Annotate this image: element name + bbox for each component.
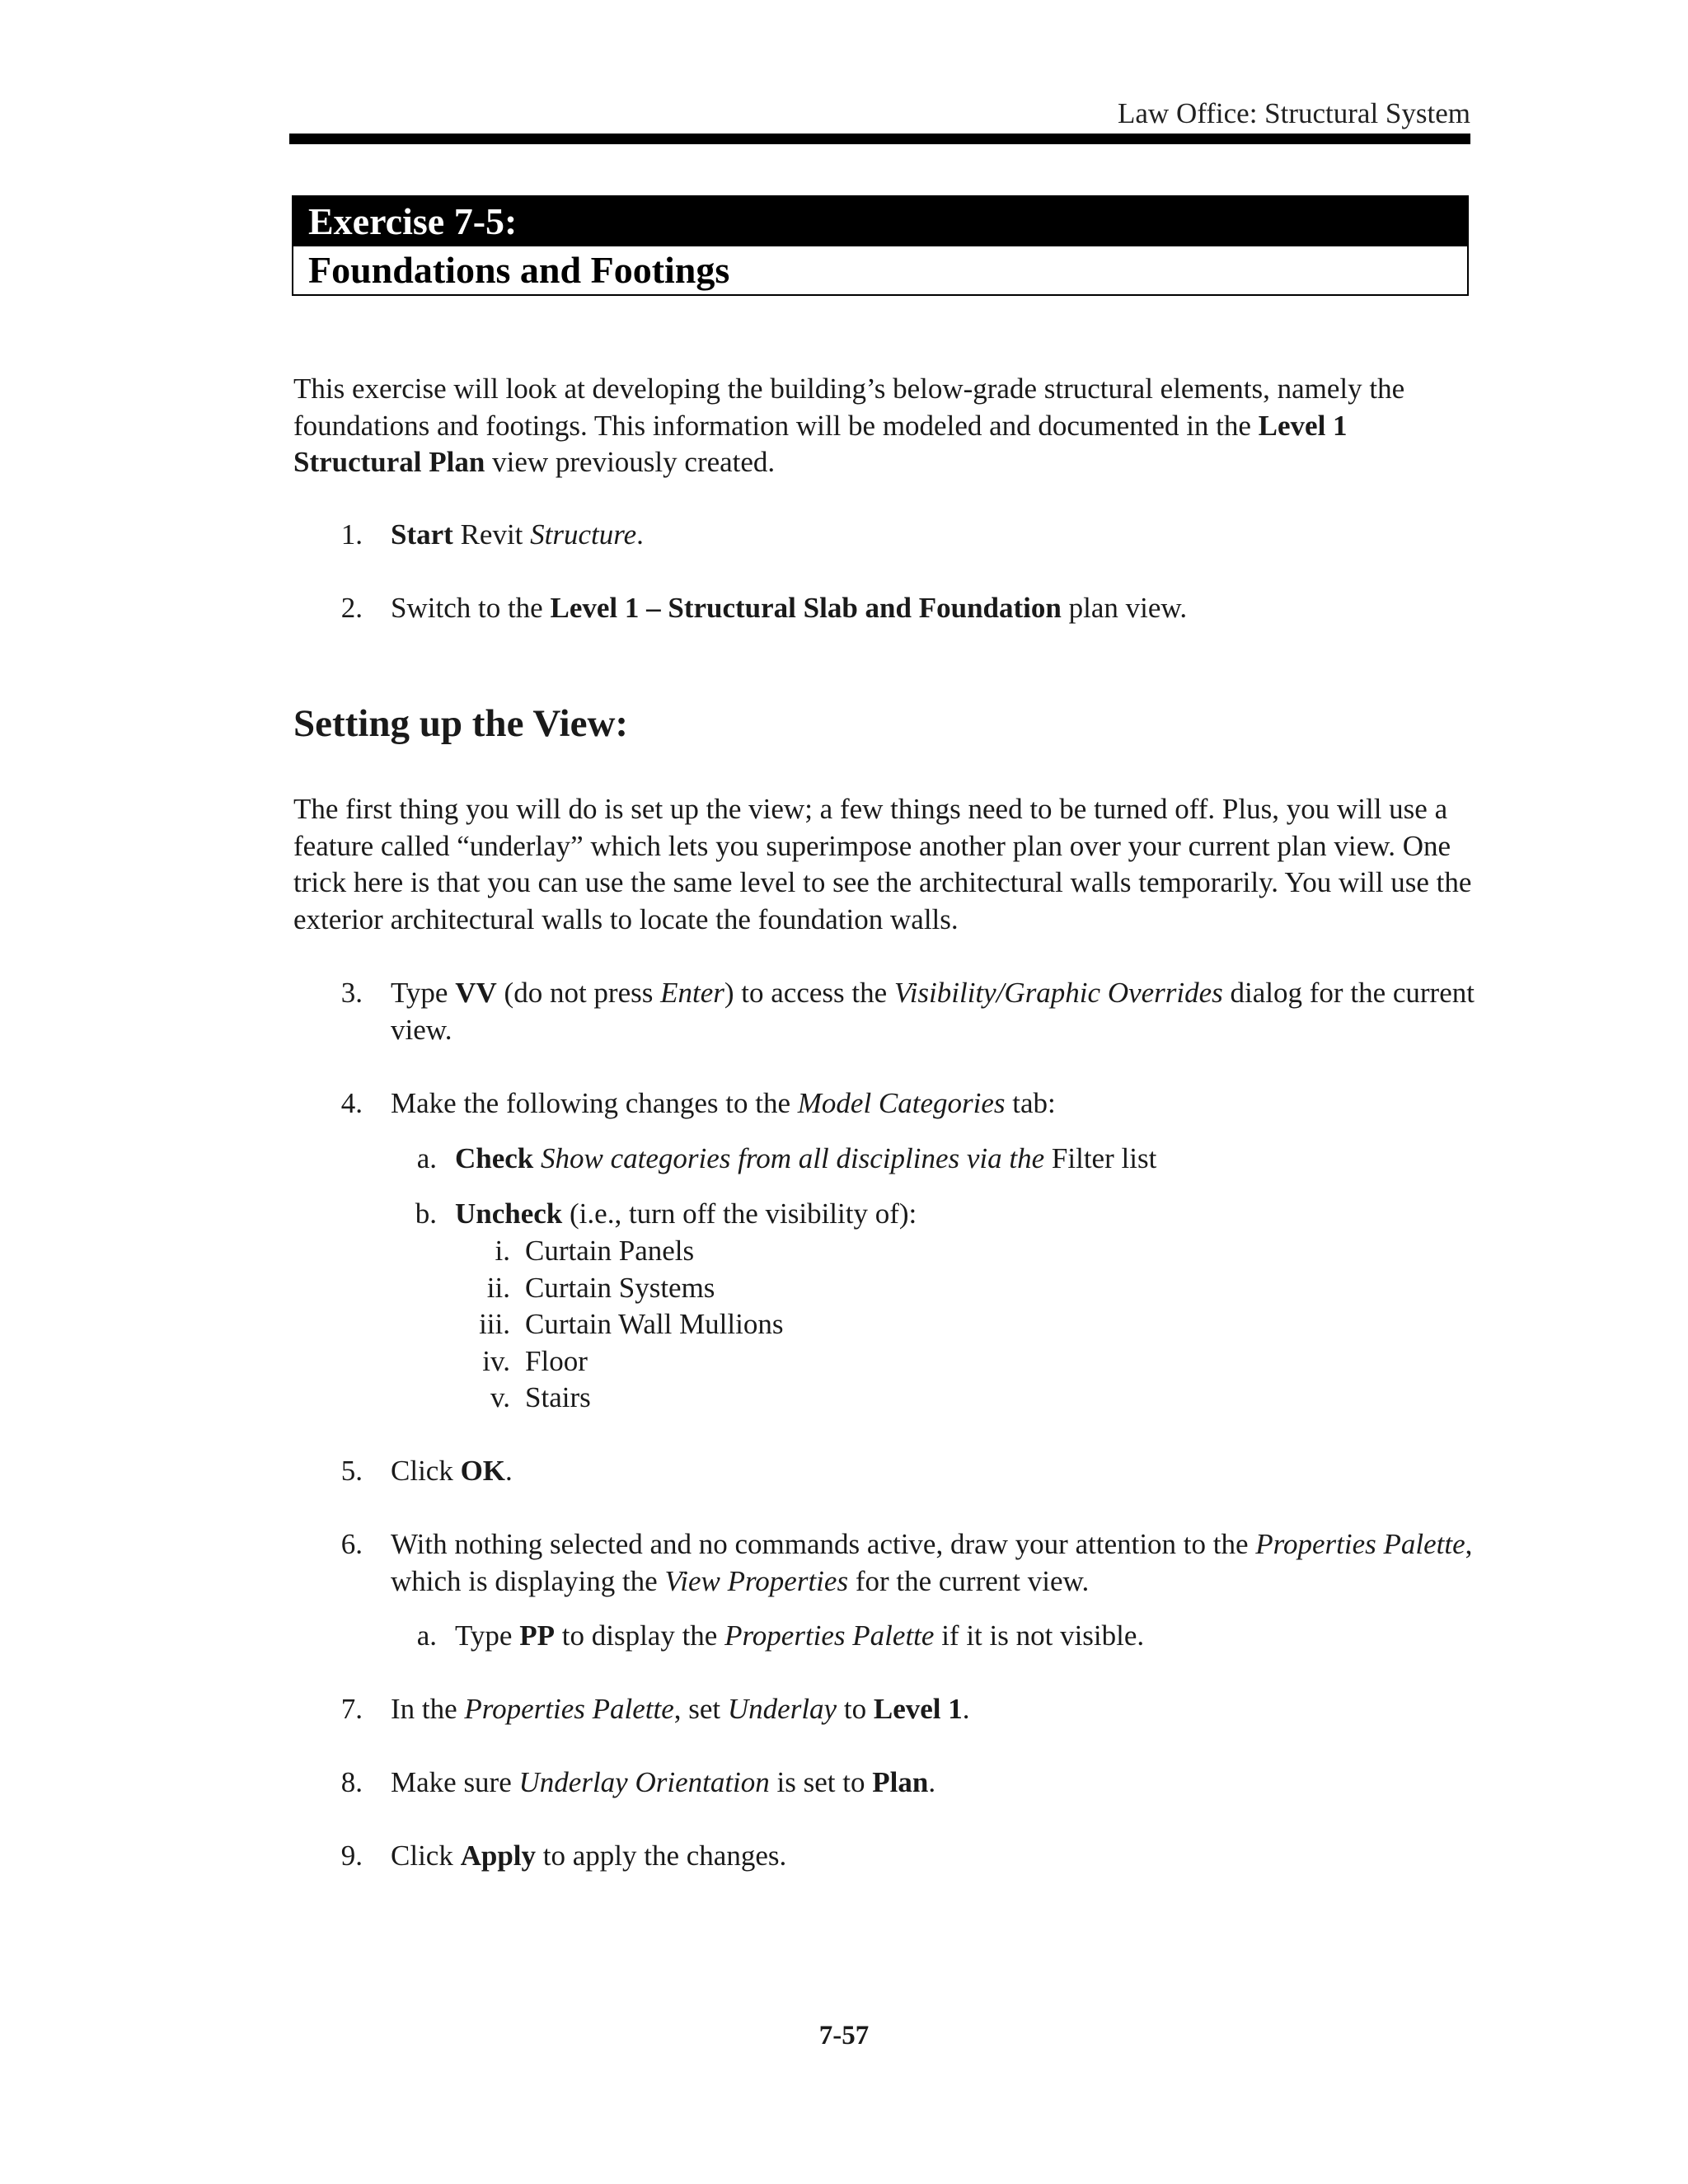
step-text: Make sure Underlay Orientation is set to Plan. <box>391 1766 936 1798</box>
page-number: 7-57 <box>818 2021 870 2050</box>
intro-paragraph: This exercise will look at developing the building’s below-grade structural elements, namely the foundations and footings. This information will be modeled and documented in the Level 1 Structural Plan view previously created. <box>293 373 1405 478</box>
sub-step-text: Uncheck (i.e., turn off the visibility of): <box>455 1197 917 1230</box>
step-text: Switch to the Level 1 – Structural Slab and Foundation plan view. <box>391 592 1188 624</box>
exercise-number: Exercise 7-5: <box>293 197 1467 246</box>
sub-step-text: Type PP to display the Properties Palette if it is not visible. <box>455 1619 1145 1652</box>
step-number: 9. <box>340 1840 363 1872</box>
sub-step-letter: a. <box>416 1142 437 1174</box>
running-header: Law Office: Structural System <box>1118 97 1470 129</box>
sub-step-letter: b. <box>415 1197 437 1230</box>
step-6 <box>330 1526 1484 1601</box>
step-number: 6. <box>340 1528 363 1560</box>
intro-bold-term: Level 1 Structural Plan <box>293 409 1348 478</box>
step-text: Start Revit Structure. <box>391 518 644 551</box>
exercise-title: Foundations and Footings <box>308 249 730 291</box>
step-number: 5. <box>340 1455 363 1487</box>
step-text: Make the following changes to the Model Categories tab: <box>391 1087 1056 1119</box>
step-text: Click OK. <box>391 1455 513 1487</box>
header-rule <box>289 134 1470 144</box>
step-number: 4. <box>340 1087 363 1119</box>
step-number: 7. <box>340 1693 363 1725</box>
step-text: In the Properties Palette, set Underlay to Level 1. <box>391 1693 970 1725</box>
step-number: 1. <box>340 518 363 551</box>
section-paragraph: The first thing you will do is set up the view; a few things need to be turned off. Plus, you will use a feature called “underlay” which lets you superimpose another plan over your current plan view. One trick here is that you can use the same level to see the architectural walls temporarily. You will use the exterior architectural walls to locate the foundation walls. <box>293 793 1472 935</box>
step-text: Type VV (do not press Enter) to access the Visibility/Graphic Overrides dialog for the current view. <box>391 977 1475 1046</box>
section-heading: Setting up the View: <box>293 702 629 745</box>
step-number: 8. <box>340 1766 363 1798</box>
step-text: Click Apply to apply the changes. <box>391 1840 787 1872</box>
step-number: 2. <box>340 592 363 624</box>
exercise-title-box <box>292 195 1469 296</box>
step-3 <box>330 975 1484 1049</box>
sub-step-letter: a. <box>416 1619 437 1652</box>
step-number: 3. <box>340 977 363 1009</box>
sub-step-text: Check Show categories from all disciplines via the Filter list <box>455 1142 1157 1174</box>
step-text: With nothing selected and no commands active, draw your attention to the Properties Palette, which is displaying the View Properties for the current view. <box>391 1528 1473 1597</box>
